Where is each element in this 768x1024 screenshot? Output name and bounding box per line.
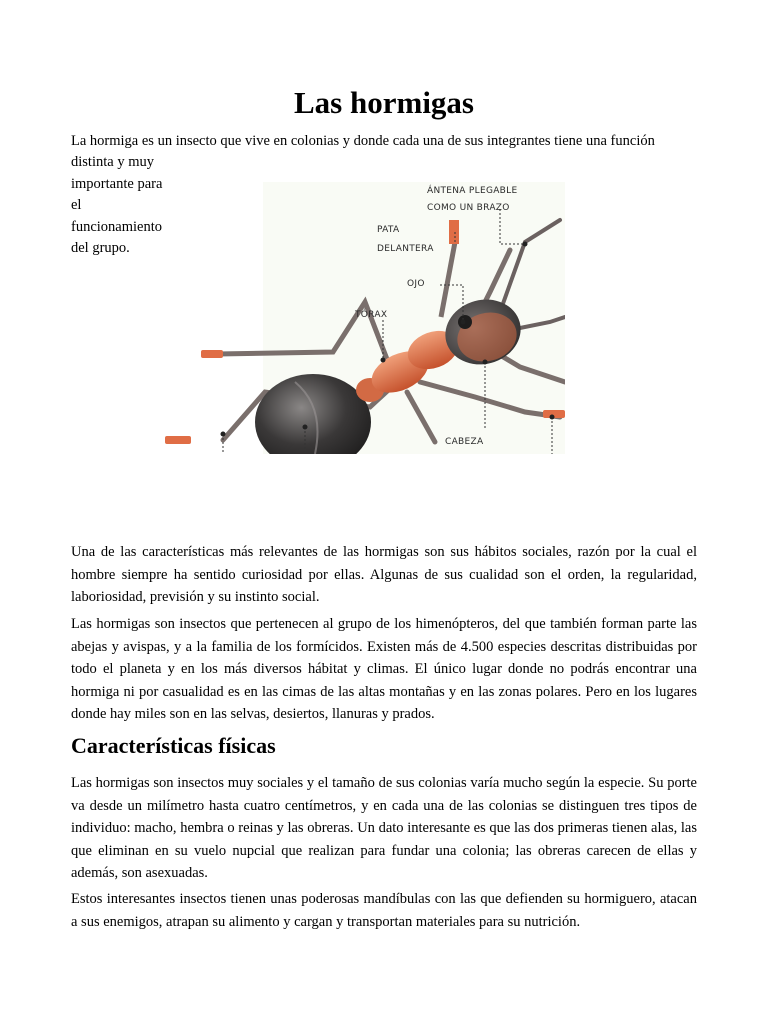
paragraph-classification: Las hormigas son insectos que pertenecen al grupo de los himenópteros, del que también forman parte las abejas y avispas, y a la familia de los formícidos. Existen más de 4.500 especies descritas distribuidas por todo el planeta y en los más diversos hábitat y climas. El único lugar donde no podrás encontrar una hormiga ni por casualidad es en las cimas de las altas montañas y en las zonas polares. Pero en los lugares donde hay miles son en las selvas, desiertos, llanuras y prados. xyxy=(71,616,697,722)
intro-first-line: La hormiga es un insecto que vive en colonias y donde cada una de sus integrantes tiene una función xyxy=(71,133,655,149)
label-thorax: TÓRAX xyxy=(355,310,388,320)
page-title: Las hormigas xyxy=(294,85,474,120)
label-head: CABEZA xyxy=(445,437,484,447)
intro-continuation: distinta y muy importante para el funcionamiento del grupo. xyxy=(71,154,163,256)
label-leg-2: DELANTERA xyxy=(377,244,434,254)
label-eye: OJO xyxy=(407,279,425,289)
paragraph-colonies: Las hormigas son insectos muy sociales y el tamaño de sus colonias varía mucho según la especie. Su porte va desde un milímetro hasta cuatro centímetros, y en cada una de las colonias se distinguen tres tipos de individuo: macho, hembra o reinas y las obreras. Un dato interesante es que las dos primeras tienen alas, las que eliminan en su vuelo nupcial que realizan para fundar una colonia; las obreras carecen de ellas y además, son asexuadas. xyxy=(71,775,697,881)
label-leg-1: PATA xyxy=(377,225,400,235)
section-heading: Características físicas xyxy=(71,733,276,758)
paragraph-social-habits: Una de las características más relevantes de las hormigas son sus hábitos sociales, razón por la cual el hombre siempre ha sentido curiosidad por ellas. Algunas de sus cualidad son el orden, la regularidad, laboriosidad, previsión y su instinto social. xyxy=(71,544,697,605)
ant-diagram xyxy=(165,182,565,454)
label-antenna-2: COMO UN BRAZO xyxy=(427,203,510,213)
paragraph-mandibles: Estos interesantes insectos tienen unas poderosas mandíbulas con las que defienden su hormiguero, atacan a sus enemigos, atrapan su alimento y cargan y transportan materiales para su nutrición. xyxy=(71,891,697,930)
ant-illustration xyxy=(165,182,565,454)
front-foot xyxy=(449,220,459,244)
label-antenna-1: ÁNTENA PLEGABLE xyxy=(427,186,518,196)
